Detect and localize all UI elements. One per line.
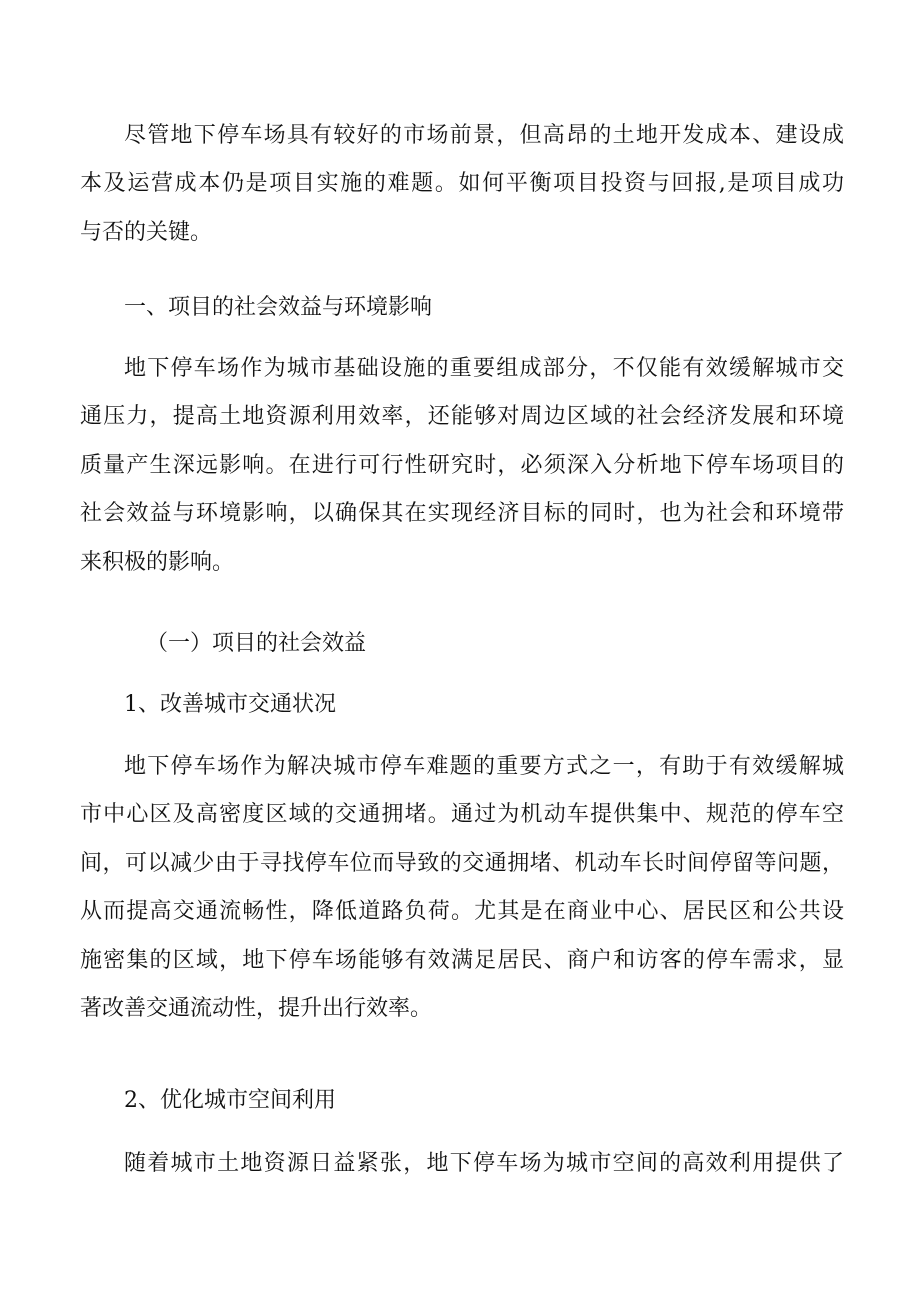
paragraph-line: 与否的关键。 — [80, 219, 213, 245]
paragraph-line: 从而提高交通流畅性，降低道路负荷。尤其是在商业中心、居民区和公共设 — [80, 899, 844, 925]
section-heading-1: 一、项目的社会效益与环境影响 — [124, 295, 433, 320]
topic-heading-1: 1、改善城市交通状况 — [124, 692, 336, 717]
paragraph-1 — [80, 112, 844, 257]
paragraph-line: 间，可以减少由于寻找停车位而导致的交通拥堵、机动车长时间停留等问题， — [80, 850, 844, 876]
paragraph-line: 地下停车场作为解决城市停车难题的重要方式之一，有助于有效缓解城 — [124, 754, 844, 779]
paragraph-line: 随着城市土地资源日益紧张，地下停车场为城市空间的高效利用提供了 — [124, 1151, 844, 1176]
paragraph-2 — [80, 345, 844, 587]
paragraph-line: 社会效益与环境影响，以确保其在实现经济目标的同时，也为社会和环境带 — [80, 501, 844, 527]
paragraph-line: 来积极的影响。 — [80, 549, 235, 575]
paragraph-line: 施密集的区域，地下停车场能够有效满足居民、商户和访客的停车需求，显 — [80, 947, 844, 973]
paragraph-line: 通压力，提高土地资源利用效率，还能够对周边区域的社会经济发展和环境 — [80, 404, 844, 430]
topic-heading-2: 2、优化城市空间利用 — [124, 1088, 336, 1113]
paragraph-line: 本及运营成本仍是项目实施的难题。如何平衡项目投资与回报,是项目成功 — [80, 171, 844, 197]
paragraph-4 — [80, 1140, 844, 1188]
paragraph-line: 尽管地下停车场具有较好的市场前景，但高昂的土地开发成本、建设成 — [124, 123, 844, 148]
paragraph-line: 地下停车场作为城市基础设施的重要组成部分，不仅能有效缓解城市交 — [124, 356, 844, 381]
paragraph-line: 著改善交通流动性，提升出行效率。 — [80, 995, 433, 1021]
paragraph-line: 市中心区及高密度区域的交通拥堵。通过为机动车提供集中、规范的停车空 — [80, 802, 844, 828]
paragraph-3 — [80, 743, 844, 1033]
paragraph-line: 质量产生深远影响。在进行可行性研究时，必须深入分析地下停车场项目的 — [80, 452, 844, 478]
subsection-heading: （一）项目的社会效益 — [146, 631, 367, 656]
